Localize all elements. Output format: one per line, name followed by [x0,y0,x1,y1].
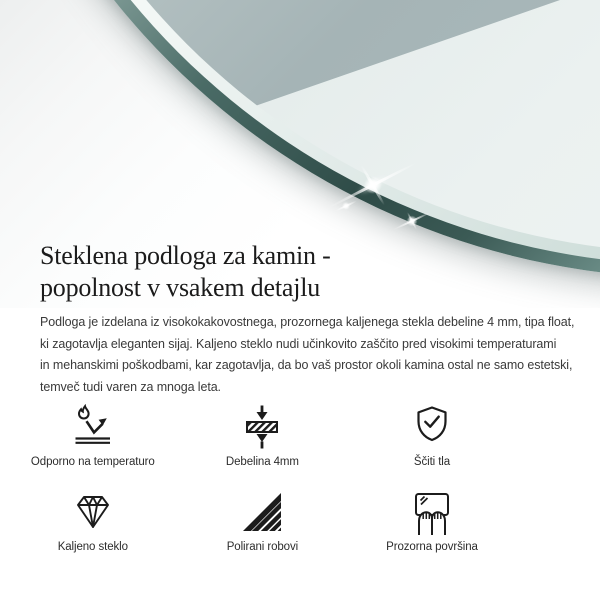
feature-thickness-4mm [178,404,348,469]
feature-transparent-surface [347,489,517,554]
feature-label: Prozorna površina [386,541,478,553]
description-line: in mehanskimi poškodbami, kar zagotavlja, da bo vaš prostor okoli kamina ostal ne samo estetski, [40,358,573,373]
hands-holding-glass-icon [408,489,456,535]
page-title [40,240,331,303]
feature-label: Ščiti tla [413,456,451,468]
polished-edge-stripes-icon [239,489,285,535]
diamond-icon [70,489,116,535]
description-line: Podloga je izdelana iz visokokakovostnega, prozornega kaljenega stekla debeline 4 mm, tipa float, [40,315,575,329]
page-title-line-1: Steklena podloga za kamin - [40,241,331,270]
description-line: temveč tudi varen za mnoga leta. [40,380,221,395]
description-line: ki zagotavlja eleganten sijaj. Kaljeno steklo nudi učinkovito zaščito pred visokimi temperaturami [40,336,557,351]
feature-temperature-resistant [8,404,178,469]
glass-surface [0,0,600,253]
glass-surface-reflection [0,0,600,253]
page-title-line-2: popolnost v vsakem detajlu [40,272,321,302]
feature-protects-floor [347,404,517,469]
flame-bounce-arrow-icon [70,404,116,450]
thickness-arrows-icon [239,404,285,450]
feature-label: Polirani robovi [226,541,299,553]
feature-label: Odporno na temperaturo [30,456,155,468]
product-description [40,312,574,399]
glass-plate-image [0,0,600,278]
feature-label: Debelina 4mm [225,456,299,468]
feature-label: Kaljeno steklo [57,541,128,553]
features-grid [8,404,517,554]
feature-tempered-glass [8,489,178,554]
feature-polished-edges [178,489,348,554]
shield-check-icon [409,404,455,450]
